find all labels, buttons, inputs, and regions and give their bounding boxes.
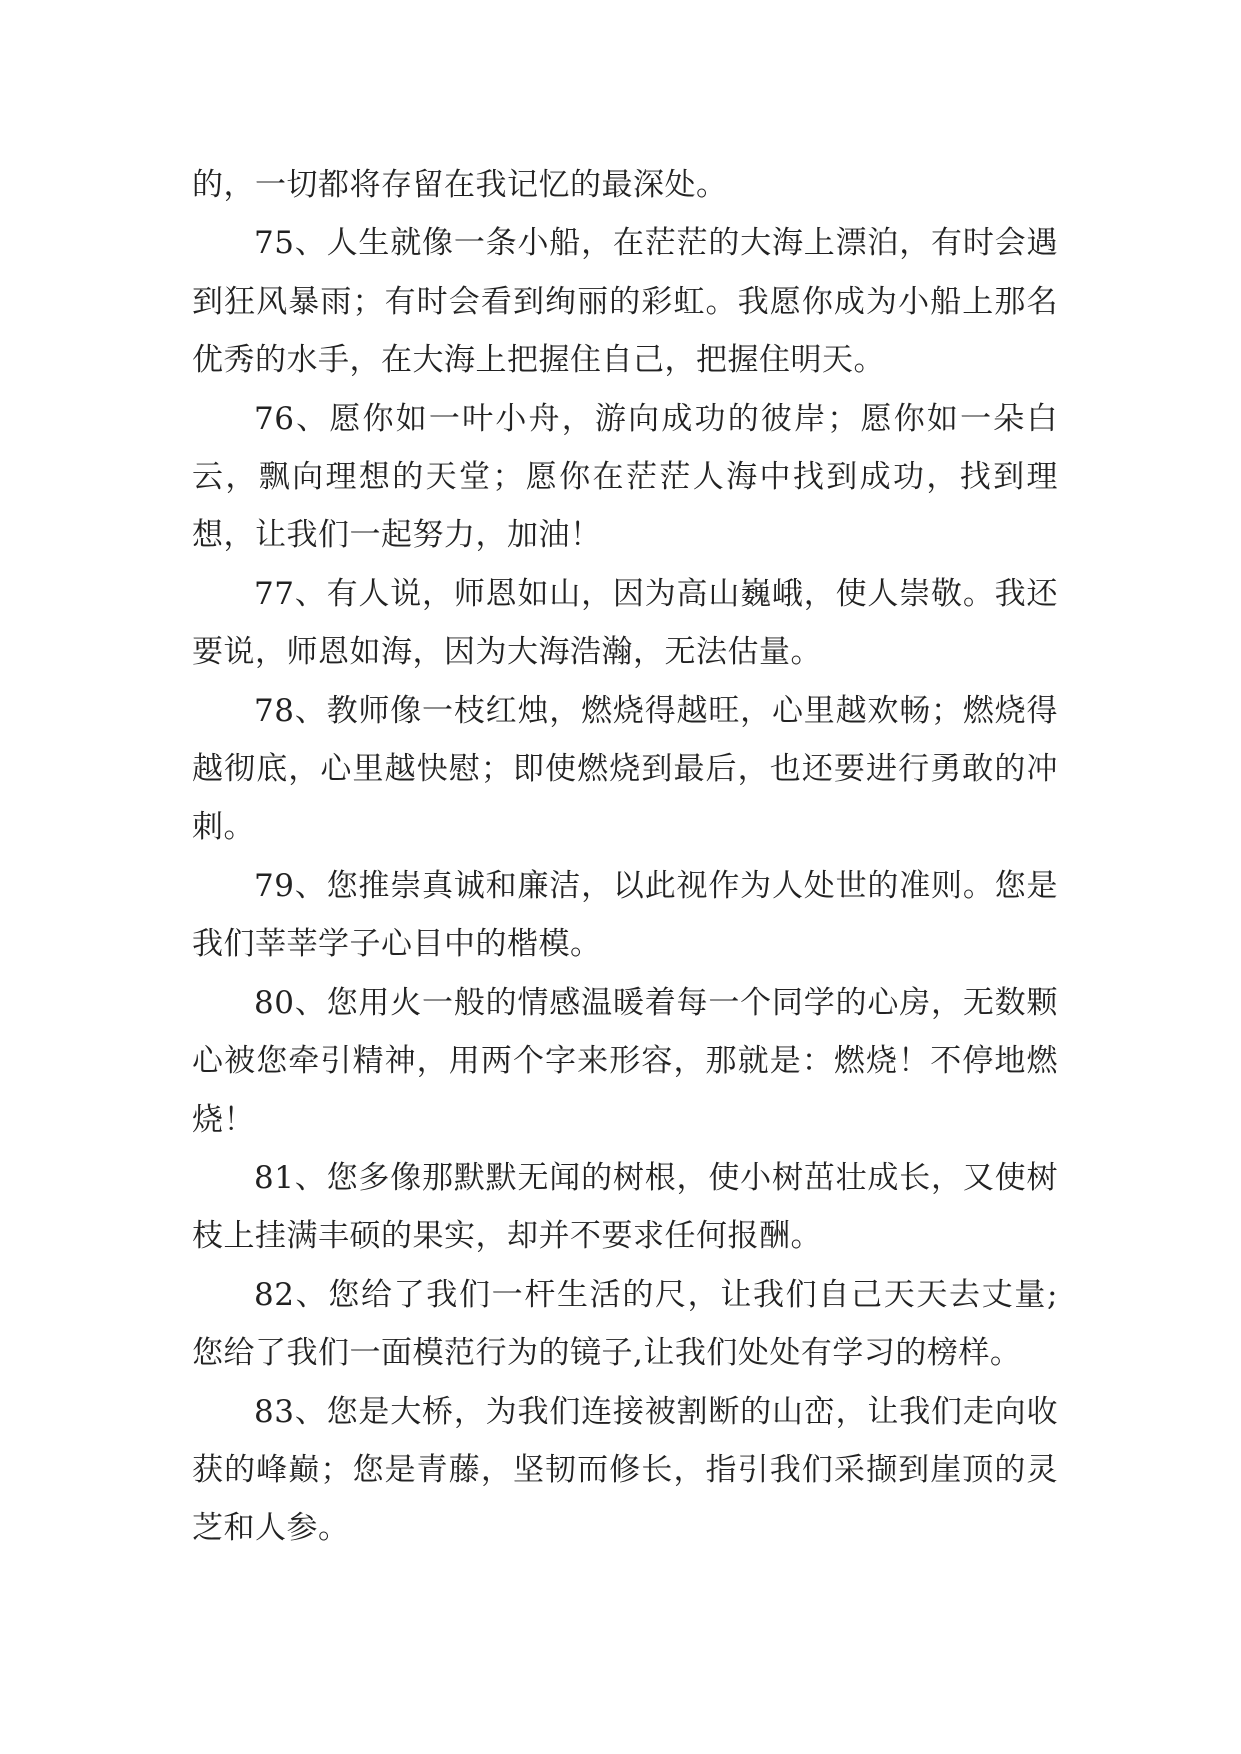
paragraph-82: 82、您给了我们一杆生活的尺，让我们自己天天去丈量;您给了我们一面模范行为的镜子,让我们处处有学习的榜样。 (192, 1276, 1058, 1372)
paragraph-78: 78、教师像一枝红烛，燃烧得越旺，心里越欢畅；燃烧得越彻底，心里越快慰；即使燃烧到最后，也还要进行勇敢的冲刺。 (192, 692, 1058, 846)
paragraph-81: 81、您多像那默默无闻的树根，使小树茁壮成长，又使树枝上挂满丰硕的果实，却并不要求任何报酬。 (192, 1159, 1058, 1255)
paragraph-continuation: 的，一切都将存留在我记忆的最深处。 (192, 167, 728, 203)
paragraph-83: 83、您是大桥，为我们连接被割断的山峦，让我们走向收获的峰巅；您是青藤，坚韧而修长，指引我们采撷到崖顶的灵芝和人参。 (192, 1393, 1058, 1547)
paragraph-75: 75、人生就像一条小船，在茫茫的大海上漂泊，有时会遇到狂风暴雨；有时会看到绚丽的彩虹。我愿你成为小船上那名优秀的水手，在大海上把握住自己，把握住明天。 (192, 225, 1058, 379)
paragraph-79: 79、您推崇真诚和廉洁，以此视作为人处世的准则。您是我们莘莘学子心目中的楷模。 (192, 867, 1058, 963)
paragraph-77: 77、有人说，师恩如山，因为高山巍峨，使人崇敬。我还要说，师恩如海，因为大海浩瀚，无法估量。 (192, 575, 1058, 671)
document-body (192, 156, 1058, 1558)
paragraph-80: 80、您用火一般的情感温暖着每一个同学的心房，无数颗心被您牵引精神，用两个字来形容，那就是：燃烧！不停地燃烧！ (192, 984, 1058, 1138)
paragraph-76: 76、愿你如一叶小舟，游向成功的彼岸；愿你如一朵白云，飘向理想的天堂；愿你在茫茫人海中找到成功，找到理想，让我们一起努力，加油！ (192, 400, 1058, 554)
